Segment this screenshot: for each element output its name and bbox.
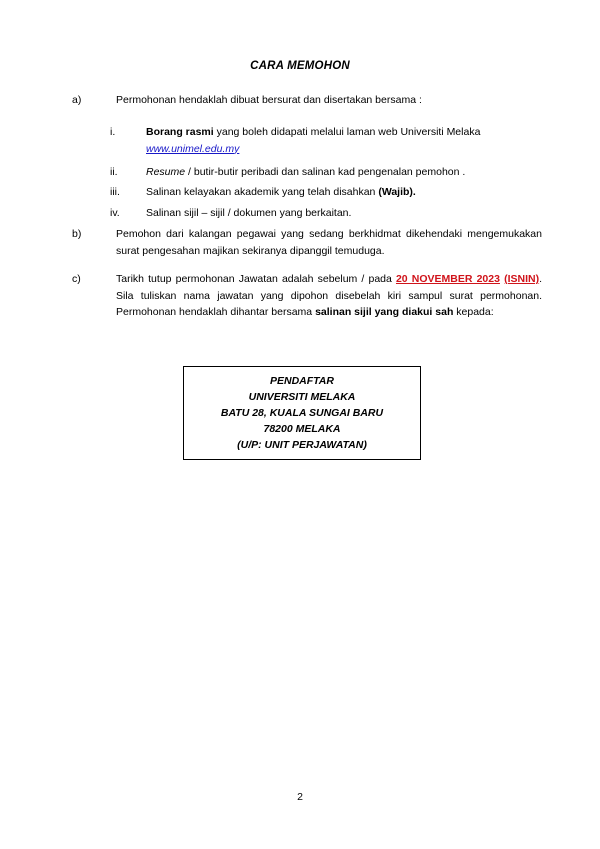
- section-c-marker: c): [72, 273, 81, 285]
- closing-part1: Tarikh tutup permohonan Jawatan adalah sebelum / pada: [116, 273, 396, 285]
- sub-item-i-marker: i.: [110, 126, 116, 138]
- wajib-label: (Wajib).: [378, 186, 416, 198]
- sub-item-iii-text: [146, 184, 542, 201]
- section-a-text: Permohonan hendaklah dibuat bersurat dan disertakan bersama :: [116, 94, 422, 106]
- sub-item-i: [110, 124, 542, 156]
- sub-item-iv-marker: iv.: [110, 206, 120, 219]
- address-box: [183, 366, 421, 460]
- address-line-university: UNIVERSITI MELAKA: [248, 391, 356, 403]
- certified-copy-label: salinan sijil yang diakui sah: [315, 306, 454, 318]
- section-c-text: [116, 271, 542, 321]
- unimel-website-link[interactable]: www.unimel.edu.my: [146, 142, 240, 155]
- sub-item-ii: [110, 164, 542, 181]
- section-b-marker: b): [72, 228, 82, 240]
- closing-part3: kepada:: [453, 306, 494, 318]
- closing-part2: . Sila tuliskan nama jawatan yang dipohon disebelah kiri sampul surat permohonan. Permohonan hendaklah dihantar bersama: [116, 273, 543, 318]
- section-a: [72, 92, 542, 109]
- sub-item-iv-text: Salinan sijil – sijil / dokumen yang berkaitan.: [146, 206, 352, 219]
- borang-rasmi-label: Borang rasmi: [146, 126, 214, 138]
- page-title: CARA MEMOHON: [250, 60, 350, 72]
- sub-item-ii-rest: / butir-butir peribadi dan salinan kad pengenalan pemohon .: [185, 165, 466, 178]
- sub-item-iii: [110, 184, 542, 201]
- section-b-text: Pemohon dari kalangan pegawai yang sedang berkhidmat dikehendaki mengemukakan surat pengesahan majikan sekiranya dipanggil temuduga.: [116, 228, 542, 257]
- closing-day-highlight: (ISNIN): [504, 273, 540, 285]
- sub-item-iii-lead: Salinan kelayakan akademik yang telah disahkan: [146, 186, 379, 198]
- section-b: [72, 226, 542, 259]
- section-a-marker: a): [72, 94, 82, 106]
- sub-item-i-text: [146, 124, 542, 156]
- closing-date-highlight: 20 NOVEMBER 2023: [395, 273, 500, 285]
- resume-label: Resume: [146, 165, 186, 178]
- address-line-street: BATU 28, KUALA SUNGAI BARU: [220, 407, 384, 419]
- sub-item-ii-text: [146, 164, 542, 181]
- section-c: [72, 271, 542, 321]
- sub-item-iii-marker: iii.: [110, 186, 120, 198]
- sub-item-ii-marker: ii.: [110, 165, 118, 178]
- sub-item-list: [110, 124, 542, 225]
- sub-item-iv: [110, 205, 542, 222]
- sub-item-i-rest: yang boleh didapati melalui laman web Universiti Melaka: [213, 126, 481, 138]
- address-line-postcode: 78200 MELAKA: [263, 423, 341, 435]
- address-line-registrar: PENDAFTAR: [270, 375, 334, 387]
- page-number: 2: [297, 791, 303, 803]
- address-line-attention: (U/P: UNIT PERJAWATAN): [237, 439, 367, 451]
